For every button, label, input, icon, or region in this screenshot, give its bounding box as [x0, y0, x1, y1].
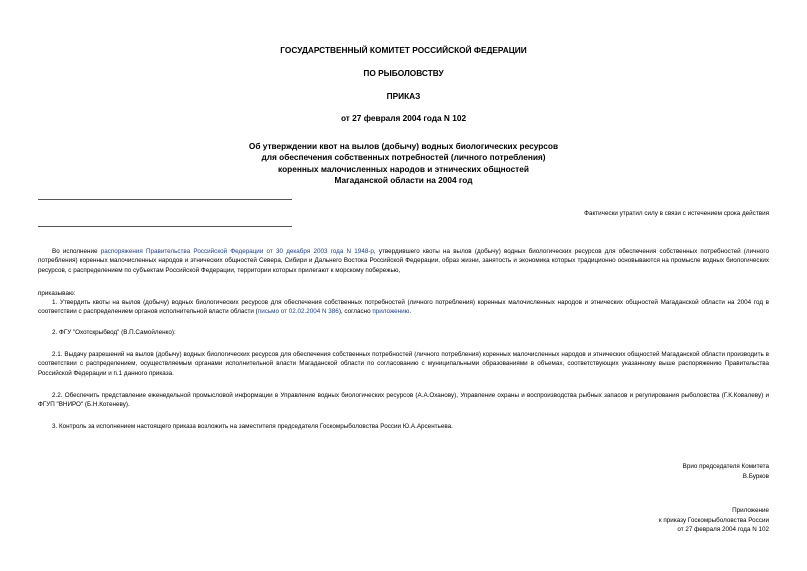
paragraph-1-text: 1. Утвердить квоты на вылов (добычу) водных биологических ресурсов для обеспечения собственных потребностей (личного потребления) коренных малочисленных народов и этнических общностей Магаданской области на 2004 год в соответствии с распределением органов исполнительной власти области (: [38, 299, 769, 316]
paragraph-2-1: 2.1. Выдачу разрешений на вылов (добычу) водных биологических ресурсов для обеспечения собственных потребностей (личного потребления) коренных малочисленных народов и этнических общностей Магаданской области производить в соответствии с распределением, осуществляемым органами исполнительной власти Магаданской области по согласованию с муниципальными образованиями в объемах, соответствующих указанному выше распоряжению Правительства Российской Федерации и п.1 данного приказа.: [38, 351, 769, 377]
doc-title-line1: Об утверждении квот на вылов (добычу) водных биологических ресурсов: [248, 141, 559, 151]
doc-title: [0, 141, 807, 187]
paragraph-3: 3. Контроль за исполнением настоящего приказа возложить на заместителя председателя Госкомрыболовства России Ю.А.Арсентьева.: [52, 423, 453, 430]
intro-prefix: Во исполнение: [52, 248, 101, 255]
paragraph-2: 2. ФГУ "Охотскрыбвод" (В.П.Самойленко):: [52, 329, 176, 336]
doc-title-line4: Магаданской области на 2004 год: [334, 175, 473, 186]
order-word: приказываю:: [38, 290, 76, 297]
org-name-line1: ГОСУДАРСТВЕННЫЙ КОМИТЕТ РОССИЙСКОЙ ФЕДЕРАЦИИ: [280, 45, 527, 55]
org-name-line2: ПО РЫБОЛОВСТВУ: [363, 68, 444, 78]
doc-date: от 27 февраля 2004 года N 102: [340, 113, 467, 123]
appendix-line1: Приложение: [732, 507, 769, 514]
appendix-header: [38, 506, 769, 535]
appendix-line3: от 27 февраля 2004 года N 102: [677, 526, 769, 533]
doc-type: ПРИКАЗ: [386, 91, 421, 101]
doc-title-line2: для обеспечения собственных потребностей (личного потребления): [261, 152, 546, 163]
intro-text: , утвердившего квоты на вылов (добычу) водных биологических ресурсов для обеспечения собственных потребностей (личного потребления) коренных малочисленных народов и этнических общностей Севера, Сибири и Дальнего Востока Российской Федерации, образ жизни, занятость и экономика которых традиционно основываются на промысле водных биологических ресурсов, с распределением по субъектам Российской Федерации, территории которых прилегают к морскому побережью,: [38, 248, 770, 274]
signature-block: [38, 462, 769, 481]
government-order-link[interactable]: распоряжения Правительства Российской Федерации от 30 декабря 2003 года N 1948-р: [100, 248, 374, 255]
paragraph-1: [38, 298, 769, 317]
paragraph-1-end: .: [409, 308, 412, 316]
status-note: Фактически утратил силу в связи с истечением срока действия: [584, 210, 769, 217]
letter-link[interactable]: письмо от 02.02.2004 N 386: [257, 308, 339, 316]
intro-paragraph: [38, 247, 769, 275]
signature-name: В.Бурков: [742, 472, 769, 480]
appendix-line2: к приказу Госкомрыболовства России: [658, 516, 769, 524]
paragraph-2-2: 2.2. Обеспечить представление еженедельной промысловой информации в Управление водных биологических ресурсов (А.А.Оханову), Управление охраны и воспроизводства рыбных запасов и регулирования рыболовства (Г.К.Ковалеву) и ФГУП "ВНИРО" (Б.Н.Котеневу).: [38, 392, 769, 409]
appendix-link[interactable]: приложению: [372, 308, 410, 316]
separator-bottom: [38, 226, 292, 227]
separator-top: [38, 199, 292, 200]
signature-position: Врио председателя Комитета: [682, 463, 769, 470]
paragraph-1-mid: ), согласно: [338, 308, 373, 316]
doc-title-line3: коренных малочисленных народов и этнических общностей: [278, 163, 529, 174]
